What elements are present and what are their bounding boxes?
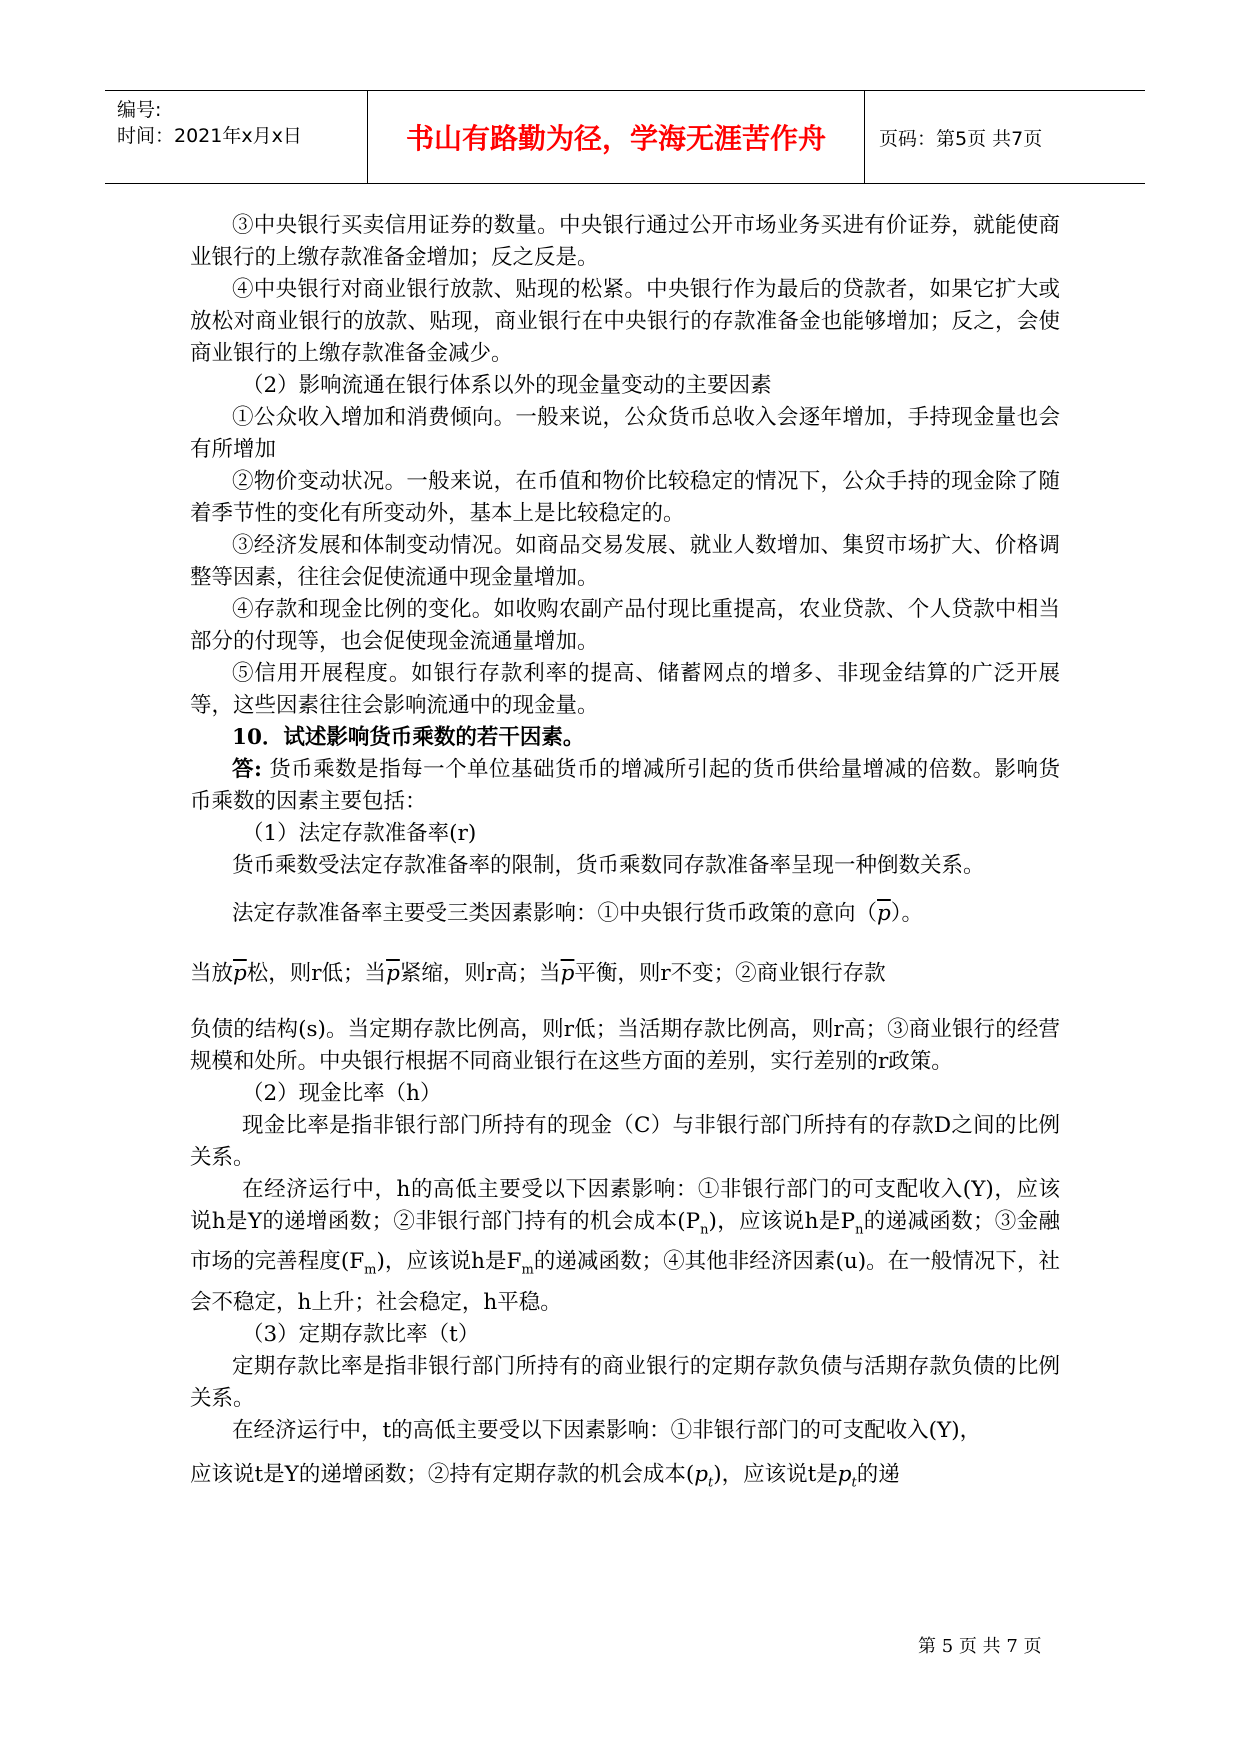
header-right-cell [865, 91, 1145, 183]
text-run: 紧缩，则r高；当 [399, 961, 561, 986]
answer-label: 答: [232, 757, 262, 782]
text-run: )，应该说h是P [708, 1209, 856, 1234]
header-page-label: 页码：第5页 共7页 [879, 128, 1043, 150]
document-body [190, 210, 1060, 1499]
paragraph: ⑤信用开展程度。如银行存款利率的提高、储蓄网点的增多、非现金结算的广泛开展等，这些因素往往会影响流通中的现金量。 [190, 661, 1060, 718]
paragraph [190, 898, 1060, 930]
text-run: 法定存款准备率主要受三类因素影响：①中央银行货币政策的意向（ [232, 901, 878, 926]
header-left-cell [105, 91, 367, 183]
p-bar-symbol: $\overline{p}$ [386, 961, 400, 986]
text-run: ）。 [890, 901, 924, 926]
paragraph [190, 1459, 1060, 1499]
text-run: 的递减函数；③金融市场的完善程度(F [190, 1209, 1060, 1275]
paragraph: ②物价变动状况。一般来说，在币值和物价比较稳定的情况下，公众手持的现金除了随着季节性的变化有所变动外，基本上是比较稳定的。 [190, 469, 1060, 526]
paragraph: ③经济发展和体制变动情况。如商品交易发展、就业人数增加、集贸市场扩大、价格调整等因素，往往会促使流通中现金量增加。 [190, 533, 1060, 590]
motto-text: 书山有路勤为径，学海无涯苦作舟 [405, 122, 826, 155]
paragraph: 负债的结构(s)。当定期存款比例高，则r低；当活期存款比例高，则r高；③商业银行的经营规模和处所。中央银行根据不同商业银行在这些方面的差别，实行差别的r政策。 [190, 1017, 1060, 1074]
paragraph: 货币乘数受法定存款准备率的限制，货币乘数同存款准备率呈现一种倒数关系。 [232, 853, 985, 878]
subsection-title: （3）定期存款比率（t） [242, 1321, 480, 1347]
subscript: n [855, 1222, 864, 1238]
page-footer: 第 5 页 共 7 页 [918, 1636, 1042, 1657]
text-run: )，应该说t是 [713, 1461, 838, 1487]
text-run: 当放 [190, 961, 234, 986]
text-run: 的递减函数；④其他非经济因素(u)。在一般情况下，社会不稳定，h上升；社会稳定，h平稳。 [190, 1249, 1061, 1315]
text-run: 应该说t是Y的递增函数；②持有定期存款的机会成本( [190, 1461, 695, 1487]
p-bar-symbol: $\overline{p}$ [560, 961, 575, 986]
text-run: 的递 [856, 1461, 900, 1487]
paragraph: ③中央银行买卖信用证券的数量。中央银行通过公开市场业务买进有价证券，就能使商业银行的上缴存款准备金增加；反之反是。 [190, 213, 1060, 270]
text-run: )，应该说h是F [376, 1249, 522, 1275]
paragraph [190, 1174, 1060, 1319]
p-bar-symbol: $\overline{p}$ [233, 961, 247, 986]
paragraph: 现金比率是指非银行部门所持有的现金（C）与非银行部门所持有的存款D之间的比例关系。 [190, 1113, 1060, 1170]
answer-paragraph [190, 754, 1060, 818]
subscript: n [700, 1222, 709, 1238]
time-label: 时间：2021年x月x日 [117, 125, 302, 147]
subscript: m [364, 1262, 377, 1278]
subscript: t [708, 1474, 714, 1490]
p-bar-symbol: $\overline{p}$ [877, 901, 891, 926]
pt-symbol: p [837, 1461, 852, 1487]
section-heading: （2）影响流通在银行体系以外的现金量变动的主要因素 [242, 373, 772, 398]
subsection-title: （2）现金比率（h） [242, 1081, 442, 1106]
paragraph: 在经济运行中，t的高低主要受以下因素影响：①非银行部门的可支配收入(Y)， [232, 1417, 982, 1443]
question-heading: 10．试述影响货币乘数的若干因素。 [232, 725, 585, 750]
subsection-title: （1）法定存款准备率(r) [242, 821, 477, 846]
header-center-cell [367, 91, 865, 183]
subscript: t [851, 1474, 857, 1490]
paragraph: ①公众收入增加和消费倾向。一般来说，公众货币总收入会逐年增加，手持现金量也会有所增加 [190, 405, 1060, 462]
paragraph: 定期存款比率是指非银行部门所持有的商业银行的定期存款负债与活期存款负债的比例关系。 [190, 1353, 1060, 1411]
subscript: m [521, 1262, 534, 1278]
pt-symbol: p [694, 1461, 708, 1487]
serial-number-label: 编号: [117, 99, 162, 121]
document-header [105, 90, 1145, 184]
paragraph [190, 958, 1060, 990]
paragraph: ④存款和现金比例的变化。如收购农副产品付现比重提高，农业贷款、个人贷款中相当部分的付现等，也会促使现金流通量增加。 [190, 597, 1060, 654]
paragraph: ④中央银行对商业银行放款、贴现的松紧。中央银行作为最后的贷款者，如果它扩大或放松对商业银行的放款、贴现，商业银行在中央银行的存款准备金也能够增加；反之，会使商业银行的上缴存款准备金减少。 [190, 277, 1060, 366]
text-run: 在经济运行中，h的高低主要受以下因素影响：①非银行部门的可支配收入(Y)，应该说h是Y的递增函数；②非银行部门持有的机会成本(P [190, 1177, 1060, 1234]
answer-text: 货币乘数是指每一个单位基础货币的增减所引起的货币供给量增减的倍数。影响货币乘数的因素主要包括： [190, 757, 1060, 814]
text-run: 松，则r低；当 [246, 961, 387, 986]
text-run: 平衡，则r不变；②商业银行存款 [574, 961, 886, 986]
